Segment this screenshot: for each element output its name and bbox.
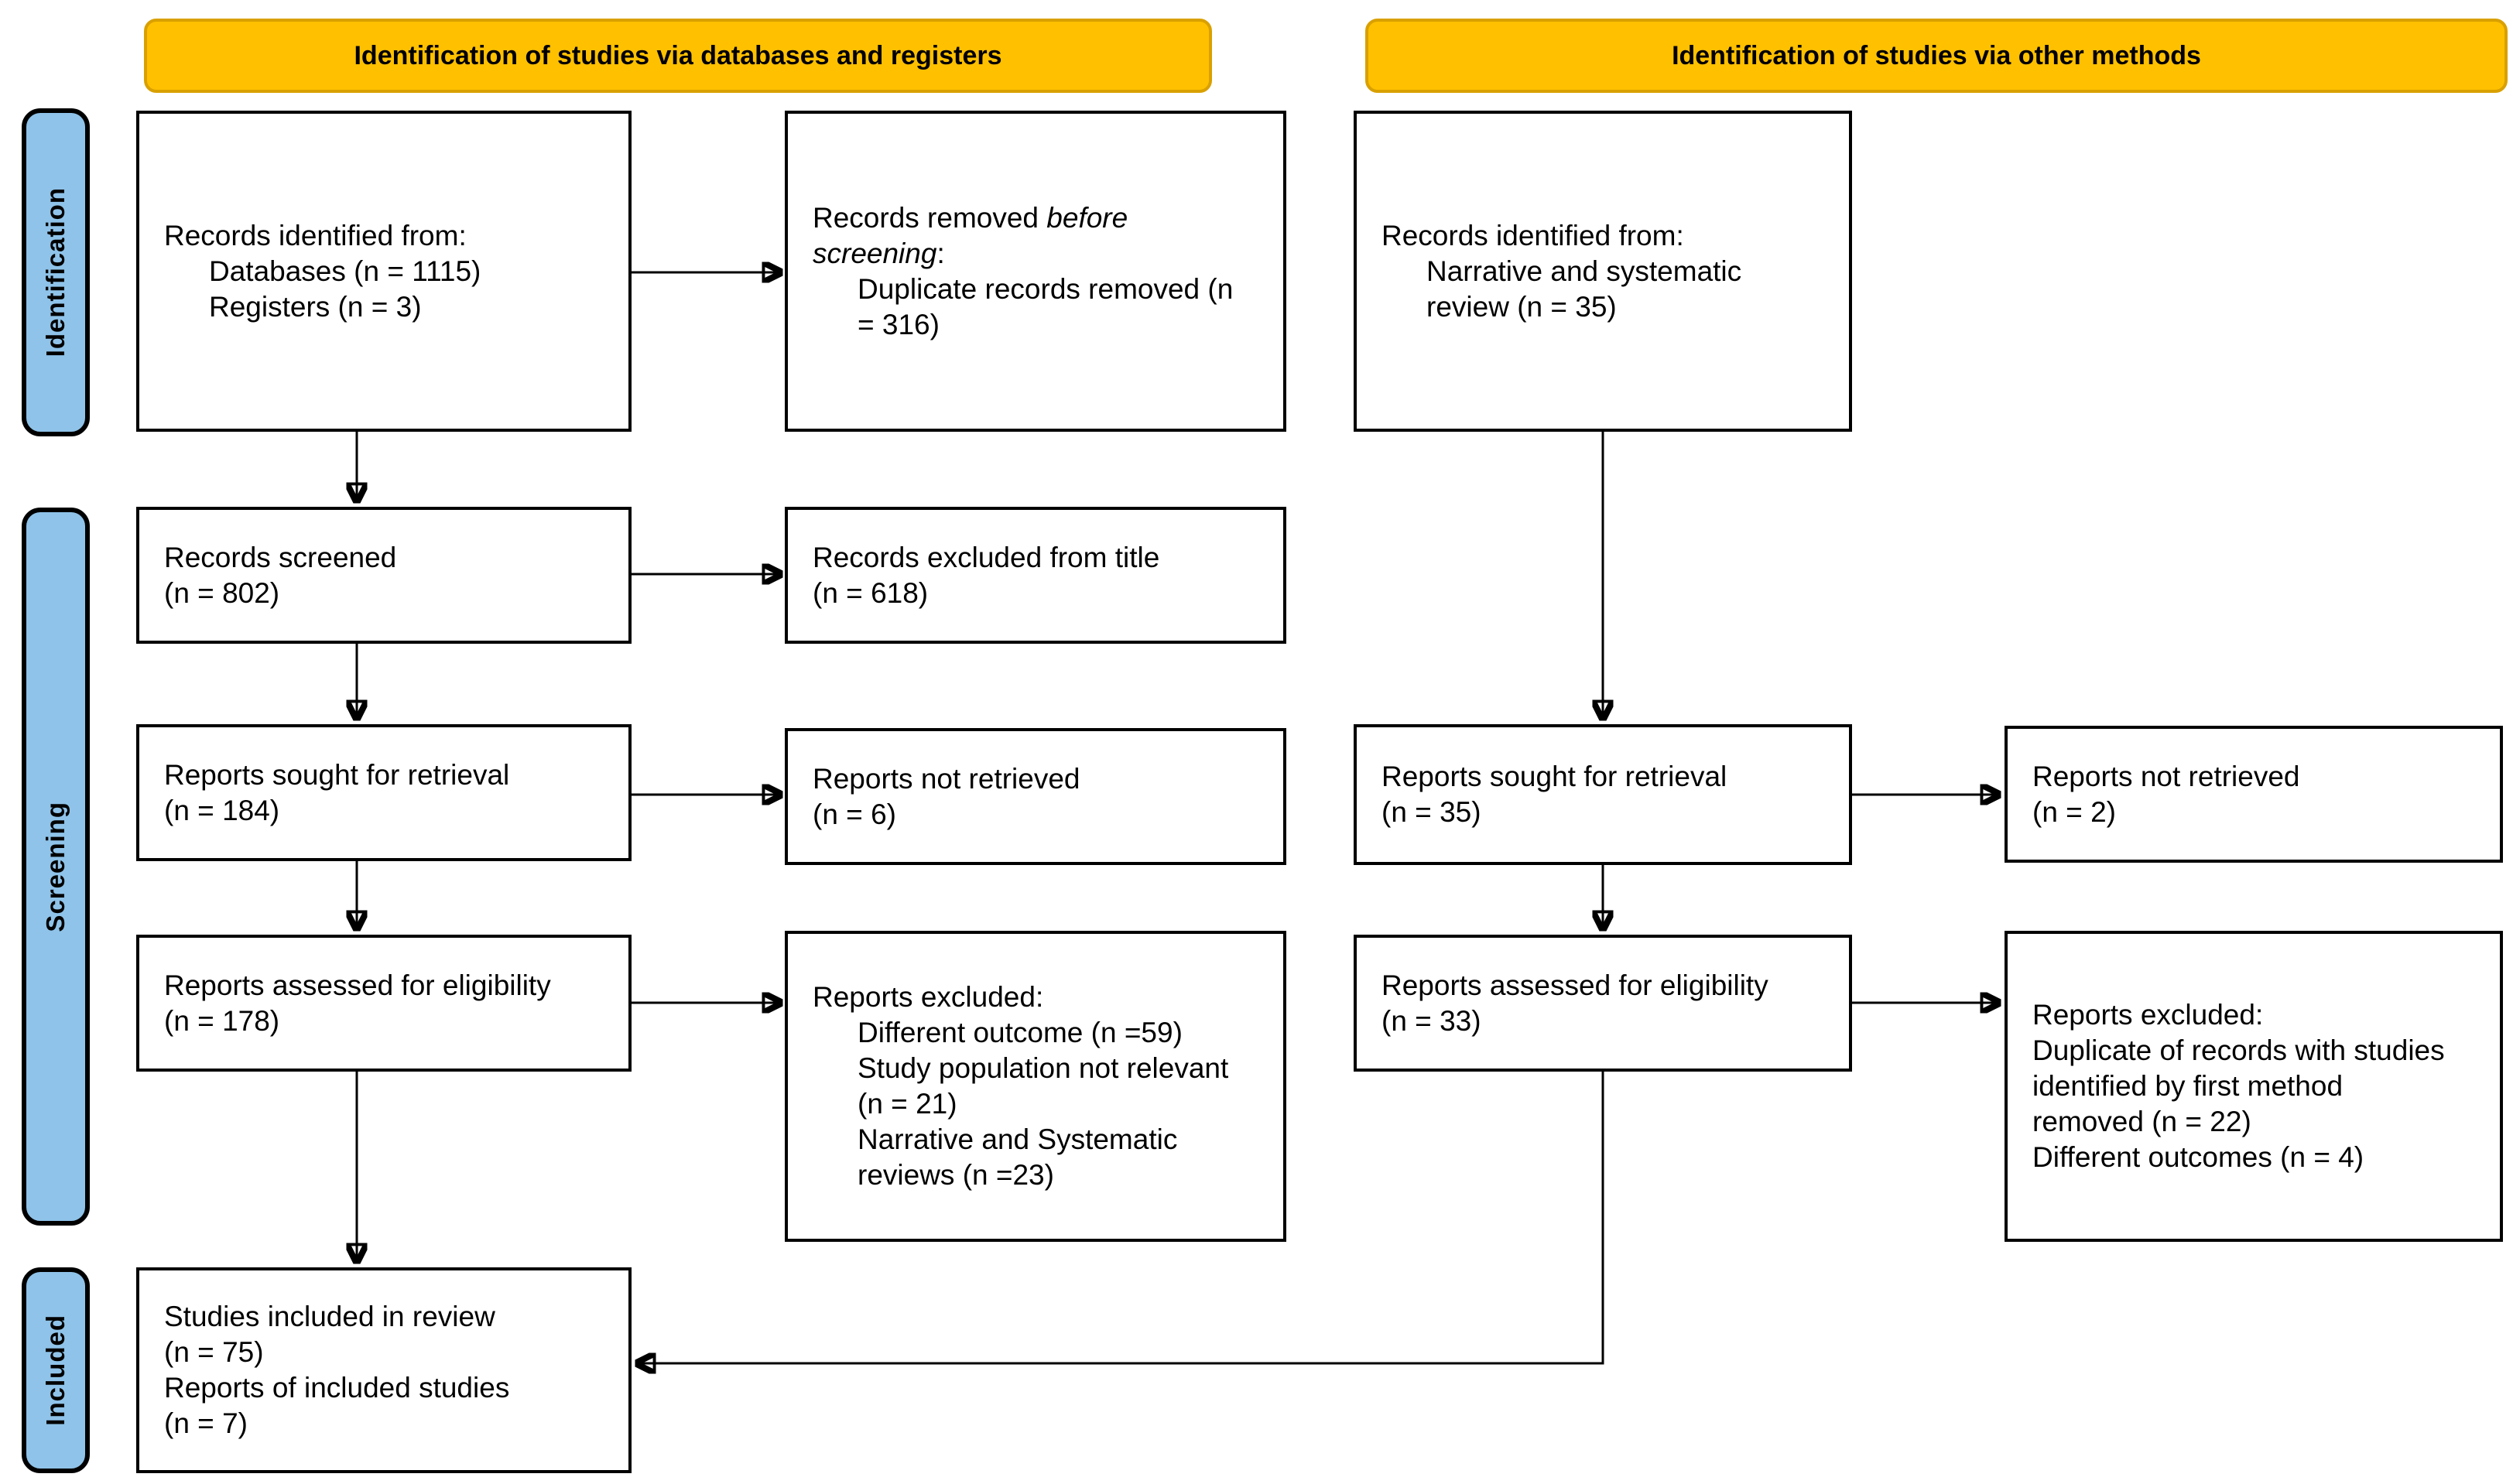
header-other-methods-label: Identification of studies via other methods — [1672, 40, 2201, 70]
box-reports-not-retrieved-databases — [785, 728, 1286, 865]
box-text-line: Studies included in review — [164, 1301, 495, 1332]
box-text-line: (n = 178) — [164, 1004, 280, 1037]
box-text-line: Reports not retrieved — [2032, 760, 2300, 792]
box-text-line: (n = 7) — [164, 1407, 248, 1439]
phase-tab-identification — [22, 108, 90, 436]
phase-tab-included — [22, 1267, 90, 1473]
box-text-line: (n = 35) — [1381, 796, 1481, 828]
box-text-line: Records identified from: — [164, 219, 467, 251]
box-studies-included-in-review — [136, 1267, 632, 1473]
box-text-line: (n = 2) — [2032, 795, 2116, 828]
box-text-line: Reports not retrieved — [813, 762, 1080, 795]
box-text-line: (n = 21) — [858, 1088, 957, 1120]
box-text-line: Different outcome (n =59) — [858, 1017, 1183, 1048]
box-text-line: identified by first method — [2032, 1070, 2344, 1102]
box-text-line: Reports excluded: — [2032, 999, 2264, 1031]
header-databases-registers — [144, 19, 1212, 93]
box-reports-excluded-databases — [785, 931, 1286, 1242]
box-text-line: Duplicate records removed (n — [858, 272, 1234, 305]
box-text-line: Reports sought for retrieval — [1381, 761, 1727, 792]
box-text-line: (n = 6) — [813, 798, 896, 830]
box-records-identified-databases — [136, 111, 632, 432]
box-text-line: Reports assessed for eligibility — [1381, 969, 1768, 1001]
box-text-line: (n = 33) — [1381, 1004, 1481, 1037]
box-text-line: Records excluded from title — [813, 541, 1160, 573]
phase-tab-included-label: Included — [41, 1315, 70, 1426]
box-text-line: Narrative and systematic — [1426, 255, 1742, 287]
box-reports-sought-retrieval-databases — [136, 724, 632, 861]
box-text-line: (n = 184) — [164, 794, 280, 826]
header-databases-registers-label: Identification of studies via databases and registers — [354, 40, 1002, 70]
box-records-excluded-from-title — [785, 507, 1286, 644]
box-text-line: (n = 618) — [813, 576, 929, 609]
box-text-line: (n = 802) — [164, 576, 280, 609]
box-text-line: Narrative and Systematic — [858, 1123, 1178, 1155]
box-records-removed-before-screening — [785, 111, 1286, 432]
box-text-line: (n = 75) — [164, 1336, 264, 1368]
box-text-line: Records identified from: — [1381, 219, 1684, 251]
box-text-line: Study population not relevant — [858, 1052, 1229, 1084]
box-reports-assessed-eligibility-databases — [136, 935, 632, 1072]
box-text-line: Reports excluded: — [813, 981, 1044, 1013]
box-reports-assessed-eligibility-other — [1354, 935, 1852, 1072]
box-text-line: Reports assessed for eligibility — [164, 969, 551, 1001]
box-reports-sought-retrieval-other — [1354, 724, 1852, 865]
phase-tab-screening-label: Screening — [41, 801, 70, 932]
box-reports-excluded-other — [2005, 931, 2503, 1242]
box-text-line: review (n = 35) — [1426, 290, 1617, 323]
phase-tab-screening — [22, 508, 90, 1226]
box-text-line: Registers (n = 3) — [209, 290, 422, 323]
box-reports-not-retrieved-other — [2005, 726, 2503, 863]
box-text-line: Databases (n = 1115) — [209, 255, 481, 287]
phase-tab-identification-label: Identification — [41, 187, 70, 357]
box-text-line: removed (n = 22) — [2032, 1106, 2251, 1137]
box-records-identified-other-methods — [1354, 111, 1852, 432]
box-text-line: Different outcomes (n = 4) — [2032, 1141, 2364, 1173]
box-text-line: Duplicate of records with studies — [2032, 1034, 2445, 1066]
box-text-line: Reports sought for retrieval — [164, 758, 510, 791]
box-text-line: Records removed before — [813, 201, 1128, 234]
box-records-screened — [136, 507, 632, 644]
box-text-line: reviews (n =23) — [858, 1159, 1054, 1191]
box-text-line: = 316) — [858, 308, 940, 340]
header-other-methods — [1365, 19, 2508, 93]
box-text-line: Reports of included studies — [164, 1372, 510, 1404]
box-text-line: screening: — [813, 237, 945, 269]
box-text-line: Records screened — [164, 541, 397, 573]
